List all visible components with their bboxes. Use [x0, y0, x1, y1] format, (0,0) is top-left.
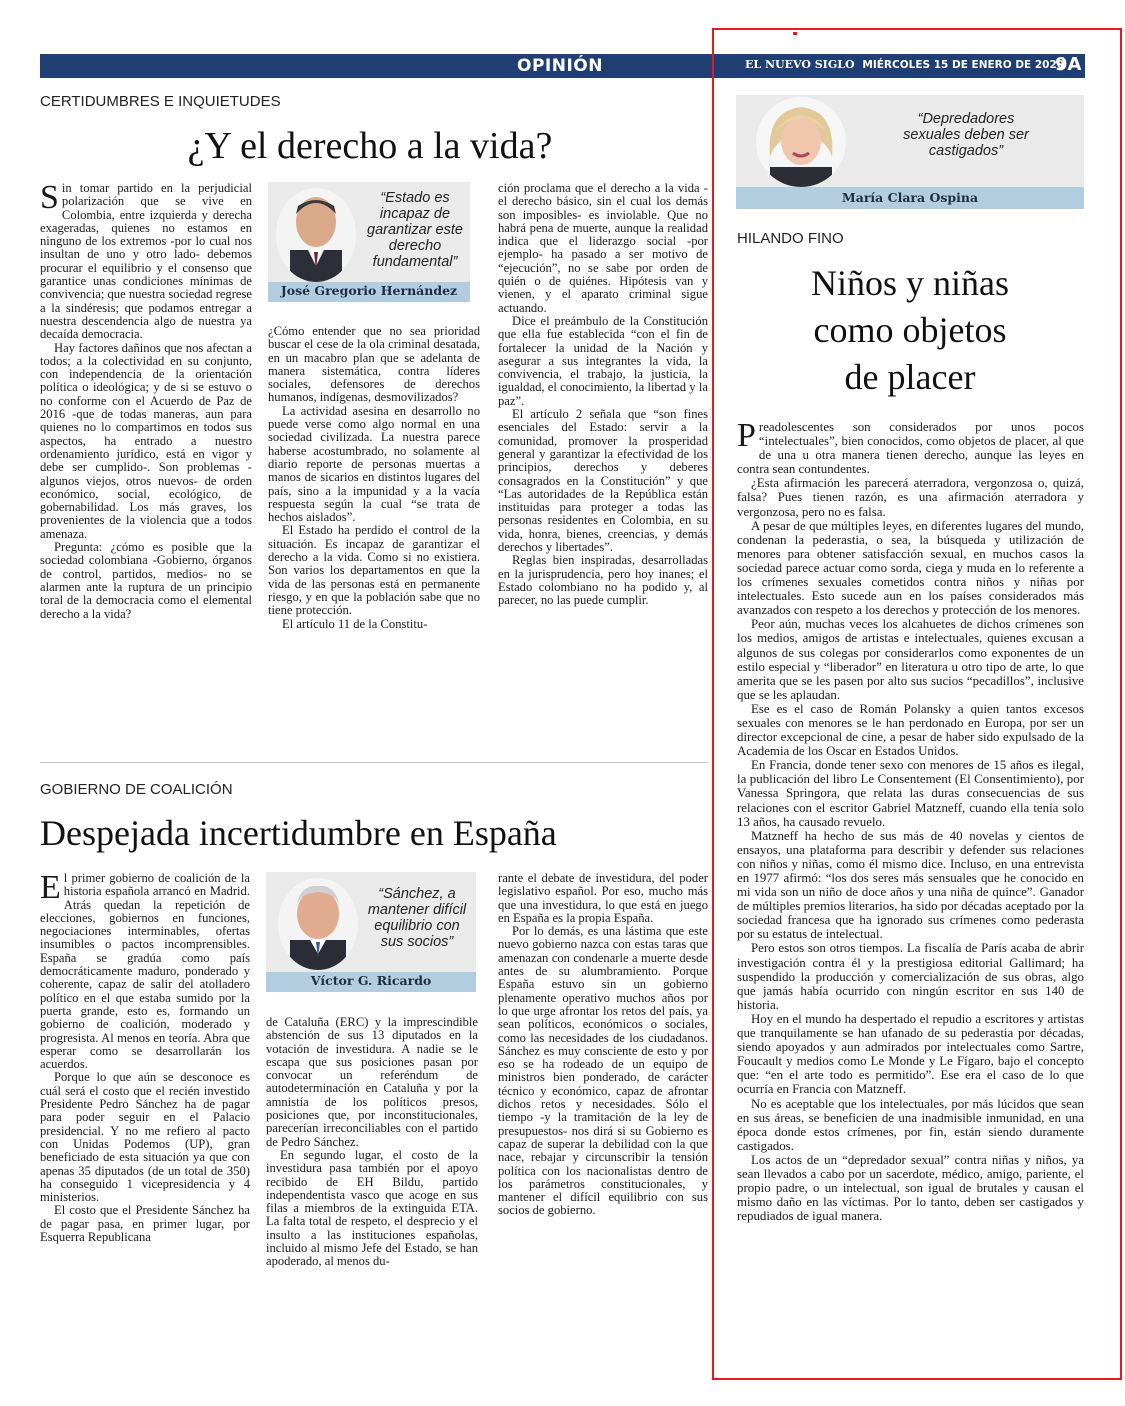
paragraph: Pregunta: ¿cómo es posible que la sociedad colombiana -Gobierno, órganos de control, partidos, medios- no se alarmen ante la ruptura de un principio toral de la democracia como el elemental derecho a la vida?: [40, 540, 252, 621]
article1-column-3: [498, 182, 708, 608]
paragraph: ¿Esta afirmación les parecerá aterradora, vergonzosa o, quizá, falsa? Pues tienen razón, es una afirmación aterradora y vergonzosa, pero no es falsa.: [737, 476, 1084, 519]
article2-column-2: [266, 1016, 478, 1269]
paragraph: El Estado ha perdido el control de la situación. Es incapaz de garantizar el derecho a la vida. Como si no existiera. Son varios los departamentos en que la vida de las personas está en permanente riesgo, y en que la población sabe que no tiene protección.: [268, 523, 480, 618]
paragraph: Porque lo que aún se desconoce es cuál será el costo que el recién investido Presidente Pedro Sánchez ha de pagar para poder seguir en el Palacio presidencial. Y no me refiero al pacto con Unidas Podemos (UP), gran beneficiado de esta situación ya que con apenas 35 diputados (de un total de 350) ha conseguido 1 vicepresidencia y 4 ministerios.: [40, 1070, 250, 1205]
newspaper-name: EL NUEVO SIGLO: [745, 58, 855, 71]
paragraph: Peor aún, muchas veces los alcahuetes de dichos crímenes son los medios, amigos de artistas e intelectuales, quienes excusan a algunos de sus colegas por considerarlos como exponentes de un estilo especial y “liberador” en literatura u otro tipo de arte, lo que amerita que se les pasen por alto sus sucios “pecadillos”, inclusive que se les aplaudan.: [737, 617, 1084, 702]
drop-cap: P: [737, 417, 756, 454]
article1-kicker: CERTIDUMBRES E INQUIETUDES: [40, 93, 281, 110]
article1-column-1: [40, 179, 252, 621]
paragraph: Hoy en el mundo ha despertado el repudio a escritores y artistas que tranquilamente se han ufanado de su pederastia por décadas, siendo apoyados y aun admirados por intelectuales como Sartre, Foucault y medios como Le Monde y Le Fígaro, bajo el concepto que: “en el arte todo es permitido”. Ese era el caso de lo que ocurría en Francia con Matzneff.: [737, 1011, 1084, 1097]
drop-cap: S: [40, 179, 59, 216]
red-mark: [793, 32, 797, 35]
title-line: como objetos: [813, 310, 1007, 350]
paragraph: El artículo 11 de la Constitu-: [282, 616, 428, 631]
article3-quote-box: [736, 95, 1084, 209]
article3-body: [737, 417, 1084, 1224]
paragraph: ción proclama que el derecho a la vida -el derecho básico, sin el cual los demás son imposibles- es inviolable. Que no habrá pena de muerte, aunque la realidad indica que el liderazgo social -por ejemplo- ha pasado a ser motivo de “ejecución”, no se sabe por orden de quién o de quiénes. Hipótesis van y vienen, y el aparato criminal sigue actuando.: [498, 181, 708, 315]
article1-column-2: [268, 325, 480, 631]
article3-title: [737, 260, 1083, 401]
paragraph: Ese es el caso de Román Polansky a quien tantos excesos sexuales con menores se le han perdonado en Europa, por ser un director excepcional de cine, a pesar de haber sido expulsado de la Academia de los Oscar en Estados Unidos.: [737, 701, 1084, 759]
paragraph: El primer gobierno de coalición de la historia española arrancó en Madrid. Atrás quedan la repetición de elecciones, gobiernos en funciones, negociaciones interminables, ofertas insumibles o pactos incomprensibles. España se gradúa como país democráticamente maduro, ponderado y coherente, capaz de salir del atolladero político en el que estaba sumido por la puerta grande, esto es, formando un gobierno de coalición, moderado y progresista. Al menos en teoría. Abra que esperar como se desarrollarán los acuerdos.: [40, 869, 250, 1072]
section-divider: [40, 762, 708, 763]
article2-quote-box: [266, 872, 476, 992]
author-name: José Gregorio Hernández: [268, 282, 470, 302]
paragraph: Dice el preámbulo de la Constitución que ella fue establecida “con el fin de fortalecer la unidad de la Nación y asegurar a sus integrantes la vida, la convivencia, el trabajo, la justicia, la igualdad, el conocimiento, la libertad y la paz”.: [498, 313, 708, 408]
article1-quote-box: [268, 182, 470, 302]
author-photo: [276, 188, 356, 282]
paragraph: A pesar de que múltiples leyes, en diferentes lugares del mundo, condenan la pederastia, o sea, la búsqueda y utilización de menores para obtener satisfacción sexual, en muchos casos la sociedad parece actuar como sorda, ciega y muda en lo referente a los crímenes sexuales cometidos contra niños y niñas por intelectuales. Esto sucede aun en los países considerados más avanzados con respeto a los derechos y protección de los menores.: [737, 518, 1084, 618]
paragraph: En segundo lugar, el costo de la investidura pasa también por el apoyo recibido de EH Bildu, partido independentista vasco que acoge en sus filas a miembros de la extinguida ETA. La falta total de respeto, el desprecio y el insulto a las instituciones españolas, incluido al mismo Jefe del Estado, se han apoderado, al menos du-: [266, 1147, 478, 1269]
article2-title: Despejada incertidumbre en España: [40, 813, 557, 853]
paragraph: El artículo 2 señala que “son fines esenciales del Estado: servir a la comunidad, promover la prosperidad general y garantizar la efectividad de los principios, derechos y deberes consagrados en la Constitución” y que “Las autoridades de la República están instituidas para proteger a todas las personas residentes en Colombia, en su vida, honra, bienes, creencias, y demás derechos y libertades”.: [498, 407, 708, 555]
title-line: de placer: [844, 357, 976, 397]
pull-quote: “Sánchez, a mantener difícil equilibrio con sus socios”: [367, 886, 467, 950]
title-line: Niños y niñas: [811, 263, 1009, 303]
article2-kicker: GOBIERNO DE COALICIÓN: [40, 781, 233, 798]
paragraph: No es aceptable que los intelectuales, por más lúcidos que sean en sus áreas, se beneficien de una inadmisible inmunidad, en una época donde estos crímenes, por fin, están siendo duramente castigados.: [737, 1096, 1084, 1153]
author-photo: [278, 878, 358, 970]
pull-quote: “Depredadores sexuales deben ser castigados”: [903, 111, 1029, 159]
section-name: OPINIÓN: [517, 56, 603, 76]
article2-column-1: [40, 869, 250, 1245]
author-photo: [756, 97, 846, 187]
drop-cap: E: [40, 869, 61, 906]
paragraph: ¿Cómo entender que no sea prioridad buscar el cese de la ola criminal desatada, en un macabro plan que se adelanta de manera sistemática, contra líderes sociales, defensores de derechos humanos, indígenas, desmovilizados?: [268, 324, 480, 405]
paragraph: El costo que el Presidente Sánchez ha de pagar pasa, en primer lugar, por Esquerra Republicana: [40, 1203, 250, 1245]
paragraph: La actividad asesina en desarrollo no puede verse como algo normal en una sociedad civilizada. La nuestra parece haberse acostumbrado, no solamente al diario reporte de personas muertas a manos de sicarios en distintos lugares del país, sino a la impunidad y a la vacía respuesta según la cual “se trata de hechos aislados”.: [268, 403, 480, 525]
paragraph: En Francia, donde tener sexo con menores de 15 años es ilegal, la publicación del libro Le Consentement (El Consentimiento), por Vanessa Springora, que relata las duras consecuencias de sus relaciones con el escritor Gabriel Matzneff, cuando ella tenía solo 13 años, ha causado revuelo.: [737, 758, 1084, 829]
paragraph: Reglas bien inspiradas, desarrolladas en la jurisprudencia, pero hoy inanes; el Estado colombiano no ha podido y, al parecer, no las puede cumplir.: [498, 553, 708, 608]
paragraph: Por lo demás, es una lástima que este nuevo gobierno nazca con estas taras que amenazan con condenarle a muerte desde antes de su alumbramiento. Porque España estuvo sin un gobierno plenamente operativo muchos años por lo que urge afrontar los retos del país, ya sean políticos, económicos o sociales, como las necesidades de los ciudadanos. Sánchez es muy consciente de esto y por eso se ha rodeado de un equipo de ministros bien ponderado, de carácter técnico y económico, capaz de afrontar dichos retos y necesidades. Sólo el tiempo -y la tramitación de la ley de presupuestos- nos dirá si su Gobierno es capaz de superar la debilidad con la que nace, rebajar y circunscribir la tensión política con los nacionalistas dentro de los parámetros constitucionales, y mantener el difícil equilibrio con sus socios de gobierno.: [498, 924, 708, 1218]
pull-quote: “Estado es incapaz de garantizar este derecho fundamental”: [367, 190, 463, 270]
paragraph: Sin tomar partido en la perjudicial polarización que se vive en Colombia, entre izquierda y derecha exageradas, quienes no estamos en ninguno de los extremos -por lo cual nos insultan de uno y otro lado- debemos procurar el equilibrio y el consenso que garantice unas condiciones mínimas de convivencia; que nuestra sociedad regrese a la sindéresis; que podamos entregar a nuestra descendencia algo de nuestra ya decaída democracia.: [40, 179, 252, 342]
article2-column-3: [498, 872, 708, 1218]
issue-date: MIÉRCOLES 15 DE ENERO DE 2020: [862, 59, 1065, 71]
author-name: Víctor G. Ricardo: [266, 972, 476, 992]
page-number: 9A: [1055, 54, 1082, 75]
article3-kicker: HILANDO FINO: [737, 230, 844, 247]
paragraph: Preadolescentes son considerados por unos pocos “intelectuales”, bien conocidos, como objetos de placer, al que de una u otra manera tienen derecho, aunque las leyes en contra sean contundentes.: [737, 417, 1084, 477]
paragraph: Hay factores dañinos que nos afectan a todos; a la colectividad en su conjunto, con independencia de la orientación política o ideológica; y de si se estuvo o no conforme con el Acuerdo de Paz de 2016 -que de todas maneras, aun para quienes no lo compartimos en todos sus aspectos, ha entrado a nuestro ordenamiento jurídico, está en vigor y debe ser cumplido-. Son problemas -algunos viejos, otros nuevos- de orden económico, social, ecológico, de gobernabilidad. Los más graves, los provenientes de la violencia que a todos amenaza.: [40, 340, 252, 541]
paragraph: Pero estos son otros tiempos. La fiscalía de París acaba de abrir investigación contra él y la prestigiosa editorial Gallimard; ha suspendido la producción y comercialización de sus obras, algo que jamás había ocurrido con ningún escritor en sus 140 de historia.: [737, 941, 1084, 1012]
paragraph: Matzneff ha hecho de sus más de 40 novelas y cientos de ensayos, una plataforma para describir y defender sus relaciones con niños y niñas, como él mismo dice. Incluso, en una entrevista en 1977 afirmó: “los dos seres más sensuales que he conocido en mi vida son un niño de doce años y una niña de quince”. Ganador de múltiples premios literarios, ha sido por décadas aceptado por la sociedad francesa que ha ignorado sus crímenes como pederasta por su estatus de intelectual.: [737, 828, 1084, 942]
article1-title: ¿Y el derecho a la vida?: [187, 125, 553, 167]
paragraph: de Cataluña (ERC) y la imprescindible abstención de sus 13 diputados en la votación de investidura. A nadie se le escapa que sus posiciones pasan por convocar un referéndum de autodeterminación en Cataluña y por la amnistía de los políticos presos, posiciones que, por inconstitucionales, parecerían irreconciliables con el partido de Pedro Sánchez.: [266, 1015, 478, 1149]
paragraph: Los actos de un “depredador sexual” contra niñas y niños, ya sean llevados a cabo por un sacerdote, médico, amigo, pariente, el propio padre, o un intelectual, son igual de brutales y causan el mismo daño en las víctimas. Por lo tanto, deben ser castigados y repudiados de igual manera.: [737, 1152, 1084, 1224]
author-name: María Clara Ospina: [736, 187, 1084, 209]
paragraph: rante el debate de investidura, del poder legislativo español. Por eso, mucho más que una investidura, lo que está en juego en España es la propia España.: [498, 871, 708, 925]
